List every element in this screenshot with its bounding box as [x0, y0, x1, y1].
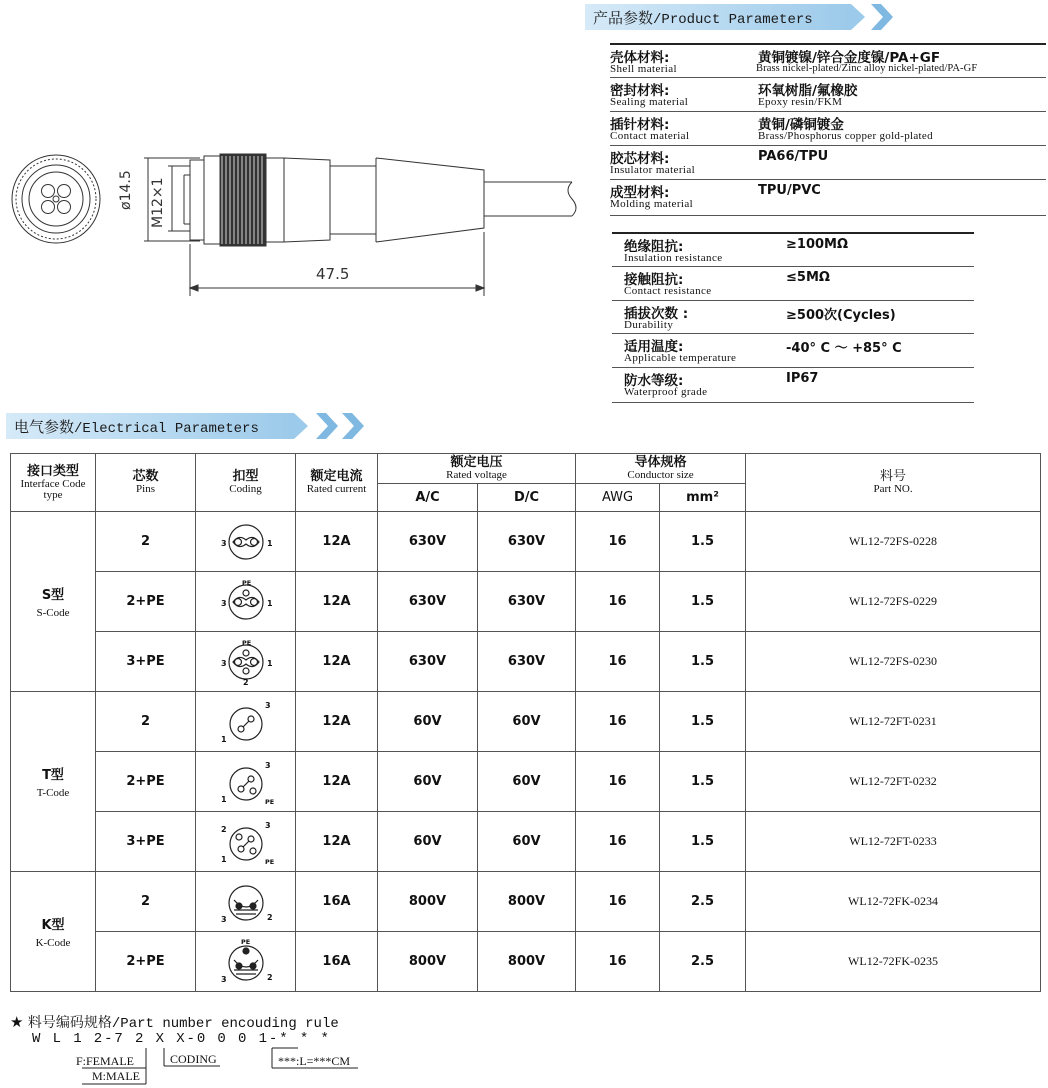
part-rule-note-coding: CODING [170, 1052, 217, 1066]
voltage-dc-cell: 60V [478, 752, 576, 812]
part-rule-note-length: ***:L=***CM [278, 1054, 351, 1068]
voltage-ac-cell: 60V [378, 812, 478, 872]
spec-name-cn: 防水等级: [624, 373, 684, 389]
coding-pin-label: PE [241, 578, 251, 587]
specs-list [612, 232, 974, 404]
material-value-en: Epoxy resin/FKM [758, 96, 843, 108]
spec-name-cn: 适用温度: [624, 339, 684, 355]
materials-list [610, 43, 1046, 218]
spec-row [612, 367, 974, 400]
mm2-cell: 1.5 [660, 752, 746, 812]
s-coding-diagram-icon [201, 518, 291, 566]
material-name-cn: 密封材料: [610, 83, 670, 99]
coding-cell [196, 932, 296, 992]
material-value-cn: TPU/PVC [758, 183, 821, 198]
pins-cell: 3+PE [96, 632, 196, 692]
voltage-dc-cell: 630V [478, 572, 576, 632]
coding-pin-label: 3 [264, 700, 271, 710]
interface-type-en: S-Code [36, 607, 70, 619]
connector-drawing [0, 140, 590, 300]
voltage-dc-cell: 630V [478, 632, 576, 692]
coding-pin-label: 2 [266, 972, 273, 982]
awg-cell: 16 [576, 512, 660, 572]
voltage-dc-cell: 60V [478, 692, 576, 752]
part-number-cell: WL12-72FT-0233 [746, 812, 1041, 872]
spec-name-cn: 绝缘阻抗: [624, 239, 684, 255]
part-rule-title-en: /Part number encouding rule [111, 1016, 339, 1032]
voltage-ac-cell: 630V [378, 632, 478, 692]
star-icon: ★ [10, 1013, 24, 1031]
coding-pin-label: 1 [266, 538, 273, 548]
interface-type-cn: T型 [42, 768, 64, 783]
voltage-ac-cell: 800V [378, 932, 478, 992]
part-rule-note-male: M:MALE [92, 1069, 140, 1083]
table-row [11, 932, 1041, 992]
product-params-title-en: /Product Parameters [653, 12, 813, 28]
awg-cell: 16 [576, 872, 660, 932]
table-row [11, 872, 1041, 932]
current-cell: 12A [296, 752, 378, 812]
coding-cell [196, 812, 296, 872]
electrical-params-title-en: /Electrical Parameters [74, 421, 259, 437]
coding-pin-label: 3 [220, 914, 227, 924]
chevron-right-icon [871, 4, 895, 30]
voltage-ac-cell: 630V [378, 512, 478, 572]
interface-type-cell [11, 872, 96, 992]
pins-cell: 2 [96, 872, 196, 932]
part-number-cell: WL12-72FK-0234 [746, 872, 1041, 932]
coding-pin-label: 2 [266, 912, 273, 922]
material-value-cn: PA66/TPU [758, 149, 829, 164]
connector-front-view [12, 155, 100, 243]
header-coding: 扣型 Coding [196, 454, 296, 512]
voltage-dc-cell: 800V [478, 932, 576, 992]
spec-value: ≤5MΩ [786, 270, 830, 285]
material-value-en: Brass/Phosphorus copper gold-plated [758, 130, 933, 142]
material-row [610, 77, 1046, 110]
interface-type-en: K-Code [35, 937, 71, 949]
product-params-banner [585, 4, 915, 30]
current-cell: 12A [296, 572, 378, 632]
part-number-cell: WL12-72FS-0228 [746, 512, 1041, 572]
spec-value: -40° C ～ +85° C [786, 341, 902, 356]
material-value-en: Brass nickel-plated/Zinc alloy nickel-plated/PA-GF [756, 63, 978, 74]
header-conductor: 导体规格 Conductor size [576, 454, 746, 484]
table-row [11, 572, 1041, 632]
coding-pin-label: PE [241, 638, 251, 647]
material-value-cn: 环氧树脂/氟橡胶 [758, 83, 858, 99]
table-row [11, 692, 1041, 752]
material-name-en: Contact material [610, 130, 690, 142]
mm2-cell: 1.5 [660, 512, 746, 572]
voltage-ac-cell: 800V [378, 872, 478, 932]
current-cell: 16A [296, 872, 378, 932]
coding-pin-label: 1 [266, 598, 273, 608]
mm2-cell: 2.5 [660, 932, 746, 992]
spec-name-en: Waterproof grade [624, 386, 708, 398]
mm2-cell: 1.5 [660, 812, 746, 872]
s-coding-diagram-icon [201, 638, 291, 686]
awg-cell: 16 [576, 932, 660, 992]
material-name-cn: 成型材料: [610, 185, 670, 201]
pins-cell: 2+PE [96, 752, 196, 812]
current-cell: 12A [296, 632, 378, 692]
material-row [610, 43, 1046, 76]
diameter-dimension-label: ø14.5 [118, 170, 134, 210]
header-mm2: mm² [660, 484, 746, 512]
pins-cell: 2 [96, 512, 196, 572]
header-current: 额定电流 Rated current [296, 454, 378, 512]
spec-value: ≥100MΩ [786, 237, 849, 252]
material-name-cn: 胶芯材料: [610, 151, 670, 167]
part-number-cell: WL12-72FS-0229 [746, 572, 1041, 632]
s-coding-diagram-icon [201, 578, 291, 626]
voltage-ac-cell: 60V [378, 752, 478, 812]
awg-cell: 16 [576, 812, 660, 872]
material-value-cn: 黄铜/磷铜镀金 [758, 117, 844, 133]
coding-pin-label: 1 [266, 658, 273, 668]
coding-pin-label: 2 [242, 677, 249, 686]
mm2-cell: 2.5 [660, 872, 746, 932]
table-row [11, 632, 1041, 692]
voltage-ac-cell: 630V [378, 572, 478, 632]
coding-cell [196, 512, 296, 572]
voltage-dc-cell: 60V [478, 812, 576, 872]
spec-value: IP67 [786, 371, 819, 386]
spec-row [612, 300, 974, 333]
table-row [11, 752, 1041, 812]
current-cell: 12A [296, 812, 378, 872]
interface-type-cn: K型 [41, 918, 65, 933]
part-number-rule [10, 1012, 610, 1088]
voltage-dc-cell: 630V [478, 512, 576, 572]
coding-pin-label: 3 [220, 974, 227, 984]
awg-cell: 16 [576, 632, 660, 692]
current-cell: 12A [296, 692, 378, 752]
coding-pin-label: 1 [220, 854, 227, 864]
spec-value: ≥500次(Cycles) [786, 308, 896, 323]
header-awg: AWG [576, 484, 660, 512]
thread-dimension-label: M12×1 [150, 177, 166, 228]
spec-name-en: Applicable temperature [624, 352, 737, 364]
material-row [610, 179, 1046, 212]
current-cell: 16A [296, 932, 378, 992]
k-coding-diagram-icon [201, 878, 291, 926]
coding-pin-label: 3 [220, 538, 227, 548]
spec-name-cn: 接触阻抗: [624, 272, 684, 288]
pins-cell: 2 [96, 692, 196, 752]
coding-pin-label: 3 [220, 598, 227, 608]
spec-row [612, 232, 974, 265]
product-params-title-cn: 产品参数 [593, 9, 654, 27]
chevron-right-icon [316, 413, 340, 439]
awg-cell: 16 [576, 752, 660, 812]
material-name-cn: 壳体材料: [610, 50, 670, 66]
table-row [11, 512, 1041, 572]
header-part: 料号 Part NO. [746, 454, 1041, 512]
coding-pin-label: 3 [264, 820, 271, 830]
material-row [610, 111, 1046, 144]
part-number-cell: WL12-72FT-0232 [746, 752, 1041, 812]
coding-pin-label: 3 [264, 760, 271, 770]
mm2-cell: 1.5 [660, 632, 746, 692]
coding-cell [196, 632, 296, 692]
coding-cell [196, 692, 296, 752]
part-rule-title-cn: 料号编码规格 [27, 1015, 112, 1031]
coding-pin-label: 1 [220, 734, 227, 744]
material-name-en: Sealing material [610, 96, 689, 108]
header-dc: D/C [478, 484, 576, 512]
interface-type-en: T-Code [36, 787, 70, 799]
part-number-cell: WL12-72FT-0231 [746, 692, 1041, 752]
coding-pin-label: 2 [220, 824, 227, 834]
part-rule-code: W L 1 2-7 2 X X-0 0 0 1-* * * [32, 1031, 331, 1047]
interface-type-cell [11, 512, 96, 692]
voltage-ac-cell: 60V [378, 692, 478, 752]
coding-pin-label: 1 [220, 794, 227, 804]
awg-cell: 16 [576, 572, 660, 632]
spec-name-cn: 插拔次数 : [624, 306, 689, 322]
interface-type-cn: S型 [41, 588, 65, 603]
header-voltage: 额定电压 Rated voltage [378, 454, 576, 484]
length-dimension-label: 47.5 [316, 265, 350, 283]
voltage-dc-cell: 800V [478, 872, 576, 932]
t-coding-diagram-icon [201, 758, 291, 806]
part-number-cell: WL12-72FS-0230 [746, 632, 1041, 692]
connector-side-view [144, 154, 576, 296]
pins-cell: 3+PE [96, 812, 196, 872]
electrical-table [10, 453, 1041, 992]
material-value-cn: 黄铜镀镍/锌合金度镍/PA+GF [758, 50, 941, 66]
spec-name-en: Insulation resistance [624, 252, 723, 264]
coding-cell [196, 572, 296, 632]
coding-cell [196, 752, 296, 812]
material-name-en: Shell material [610, 63, 677, 75]
mm2-cell: 1.5 [660, 572, 746, 632]
awg-cell: 16 [576, 692, 660, 752]
material-row [610, 145, 1046, 178]
material-name-cn: 插针材料: [610, 117, 670, 133]
part-rule-note-female: F:FEMALE [76, 1054, 135, 1068]
material-name-en: Molding material [610, 198, 694, 210]
table-row [11, 812, 1041, 872]
spec-name-en: Contact resistance [624, 285, 712, 297]
spec-row [612, 333, 974, 366]
coding-pin-label: PE [240, 937, 250, 946]
coding-pin-label: 3 [220, 658, 227, 668]
material-name-en: Insulator material [610, 164, 696, 176]
mm2-cell: 1.5 [660, 692, 746, 752]
pins-cell: 2+PE [96, 932, 196, 992]
header-interface: 接口类型 Interface Code type [11, 454, 96, 512]
coding-cell [196, 872, 296, 932]
current-cell: 12A [296, 512, 378, 572]
k-coding-diagram-icon [201, 938, 291, 986]
chevron-right-icon [342, 413, 366, 439]
header-pins: 芯数 Pins [96, 454, 196, 512]
spec-name-en: Durability [624, 319, 674, 331]
t-coding-diagram-icon [201, 698, 291, 746]
interface-type-cell [11, 692, 96, 872]
coding-pin-label: PE [264, 797, 274, 806]
electrical-params-banner [6, 413, 386, 439]
spec-row [612, 266, 974, 299]
header-ac: A/C [378, 484, 478, 512]
pins-cell: 2+PE [96, 572, 196, 632]
electrical-params-title-cn: 电气参数 [14, 418, 75, 436]
t-coding-diagram-icon [201, 818, 291, 866]
part-number-cell: WL12-72FK-0235 [746, 932, 1041, 992]
coding-pin-label: PE [264, 857, 274, 866]
